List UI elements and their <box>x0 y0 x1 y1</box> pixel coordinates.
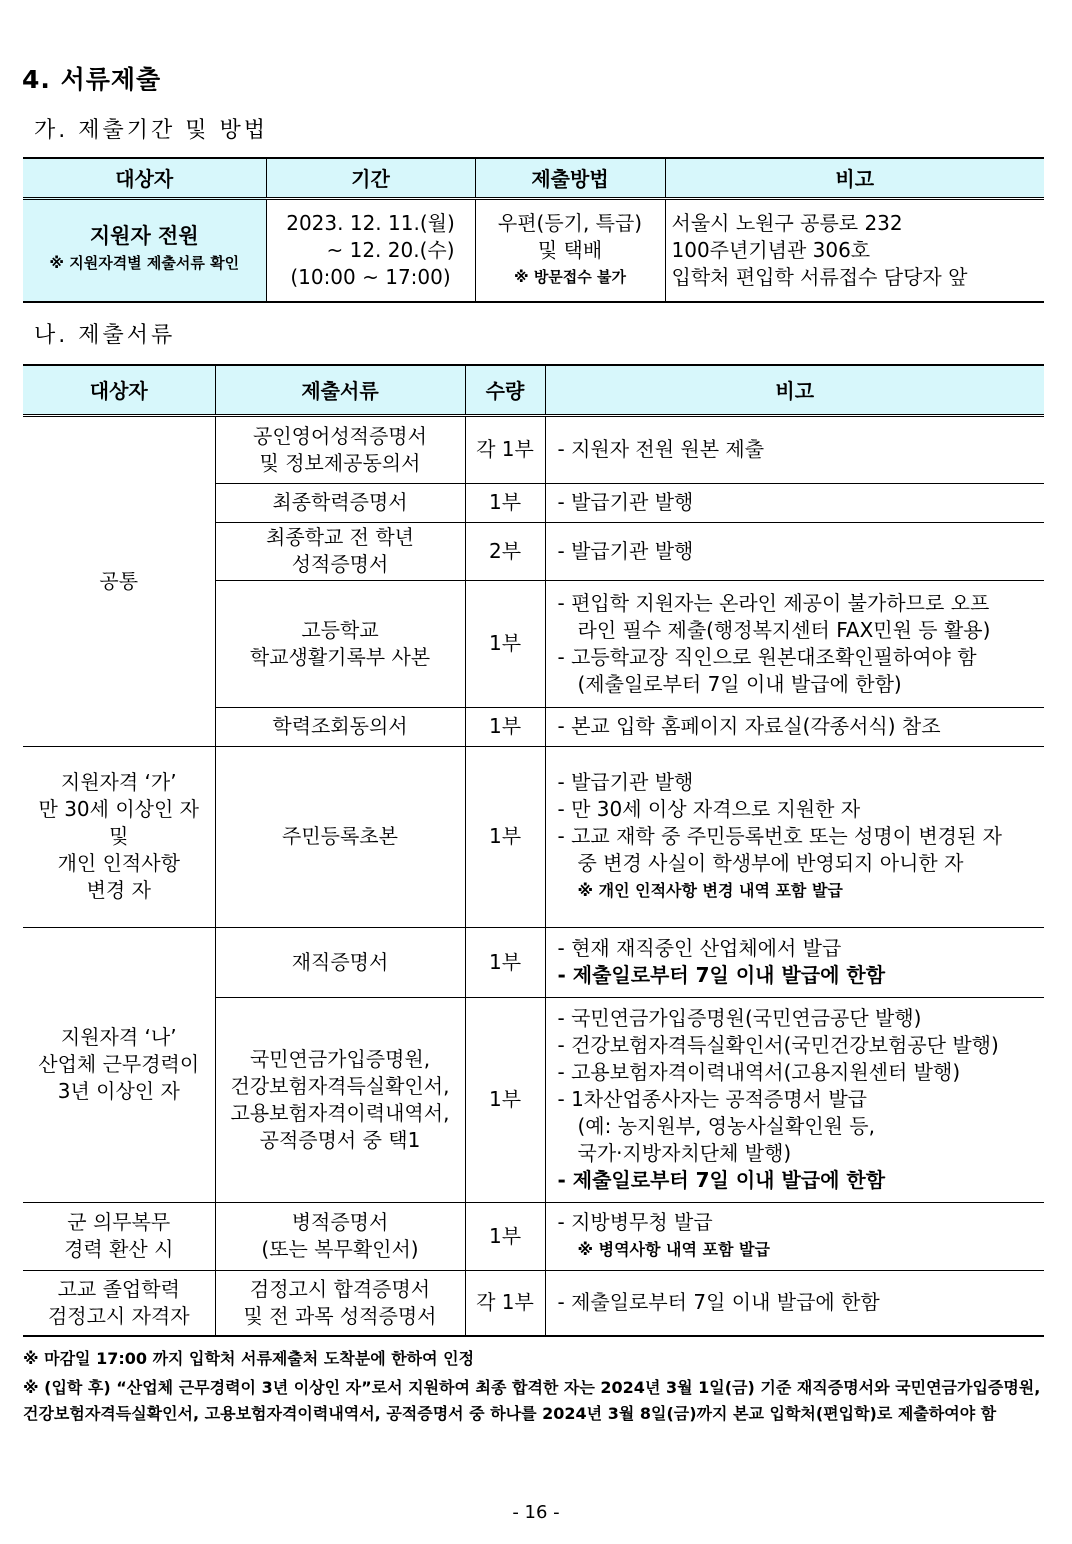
remark-line: 입학처 편입학 서류접수 담당자 앞 <box>671 264 968 289</box>
remark-line: - 본교 입학 홈페이지 자료실(각종서식) 참조 <box>557 714 941 738</box>
remark-line: 라인 필수 제출(행정복지센터 FAX민원 등 활용) <box>577 617 991 642</box>
qty-cell: 1부 <box>465 746 545 927</box>
remark-cell <box>545 580 1044 707</box>
remark-line: 100주년기념관 306호 <box>671 237 871 262</box>
period-target-cell <box>23 198 266 302</box>
header-remark: 비고 <box>665 158 1044 198</box>
doc-cell: 최종학력증명서 <box>215 483 465 522</box>
table-row <box>23 1270 1044 1336</box>
qty-cell: 1부 <box>465 483 545 522</box>
remark-line: (제출일로부터 7일 이내 발급에 한함) <box>577 671 902 696</box>
remark-line: - 발급기관 발행 <box>557 770 694 794</box>
target-na <box>23 927 215 1202</box>
table-row <box>23 746 1044 927</box>
qty-cell: 2부 <box>465 522 545 580</box>
note-after-admission: ※ (입학 후) “산업체 근무경력이 3년 이상인 자”로서 지원하여 최종 합격한 자는 2024년 3월 1일(금) 기준 재직증명서와 국민연금가입증명원, 건강보험자격득실확인서, 고용보험자격이력내역서, 공적증명서 중 하나를 2024년 3월 8일(금)까지 본교 입학처(편입학)로 제출하여야 함 <box>23 1378 1041 1423</box>
method-line: 우편(등기, 특급) <box>497 210 643 235</box>
doc-cell <box>215 1202 465 1270</box>
remark-cell <box>545 746 1044 927</box>
remark-line: - 1차산업종사자는 공적증명서 발급 <box>557 1087 867 1111</box>
target-line: 및 <box>109 824 129 848</box>
doc-line: 공적증명서 중 택1 <box>259 1127 421 1152</box>
doc-line: 성적증명서 <box>291 552 389 576</box>
qty-cell: 1부 <box>465 927 545 997</box>
remark-line: - 고용보험자격이력내역서(고용지원센터 발행) <box>557 1060 961 1084</box>
remark-line-bold: - 제출일로부터 7일 이내 발급에 한함 <box>557 963 886 987</box>
target-line: 경력 환산 시 <box>64 1237 174 1261</box>
qty-cell: 1부 <box>465 707 545 746</box>
remark-line: - 고교 재학 중 주민등록번호 또는 성명이 변경된 자 <box>557 824 1002 848</box>
target-line: 군 의무복무 <box>67 1210 171 1234</box>
remark-line: (예: 농지원부, 영농사실확인원 등, <box>577 1114 875 1138</box>
target-line: 검정고시 자격자 <box>47 1303 190 1328</box>
target-line: 고교 졸업학력 <box>57 1276 180 1301</box>
table-row <box>23 1202 1044 1270</box>
remark-line: - 만 30세 이상 자격으로 지원한 자 <box>557 797 861 821</box>
remark-line: - 지원자 전원 원본 제출 <box>557 437 765 461</box>
target-military <box>23 1202 215 1270</box>
doc-line: 검정고시 합격증명서 <box>249 1276 431 1301</box>
target-label: 지원자 전원 <box>89 224 199 249</box>
remark-cell <box>545 1202 1044 1270</box>
doc-cell <box>215 580 465 707</box>
target-line: 지원자격 ‘가’ <box>60 770 177 794</box>
target-line: 만 30세 이상인 자 <box>38 797 199 821</box>
remark-cell <box>545 997 1044 1202</box>
target-line: 변경 자 <box>86 878 151 902</box>
remark-cell <box>545 522 1044 580</box>
remark-line: - 편입학 지원자는 온라인 제공이 불가하므로 오프 <box>557 590 990 615</box>
doc-cell <box>215 415 465 483</box>
period-table <box>23 157 1044 303</box>
remark-line: - 건강보험자격득실확인서(국민건강보험공단 발행) <box>557 1033 999 1057</box>
target-ged <box>23 1270 215 1336</box>
section-title: 4. 서류제출 <box>22 65 162 94</box>
doc-line: 공인영어성적증명서 <box>253 423 427 448</box>
header-target: 대상자 <box>23 158 266 198</box>
remark-cell <box>545 415 1044 483</box>
period-line: 2023. 12. 11.(월) <box>286 210 455 235</box>
target-common: 공통 <box>23 415 215 746</box>
qty-cell: 1부 <box>465 997 545 1202</box>
target-line: 지원자격 ‘나’ <box>60 1025 177 1049</box>
header-method: 제출방법 <box>475 158 665 198</box>
doc-cell: 재직증명서 <box>215 927 465 997</box>
remark-note: ※ 병역사항 내역 포함 발급 <box>577 1240 770 1259</box>
remark-cell <box>545 1270 1044 1336</box>
docs-subtitle: 나. 제출서류 <box>34 323 176 348</box>
remark-line: 중 변경 사실이 학생부에 반영되지 아니한 자 <box>577 851 964 875</box>
method-note: ※ 방문접수 불가 <box>514 267 626 286</box>
remark-line: - 발급기관 발행 <box>557 490 694 514</box>
doc-line: 국민연금가입증명원, <box>249 1046 431 1071</box>
remark-line-bold: - 제출일로부터 7일 이내 발급에 한함 <box>557 1168 886 1192</box>
doc-line: 및 전 과목 성적증명서 <box>243 1303 437 1328</box>
qty-cell: 각 1부 <box>465 1270 545 1336</box>
page-number: - 16 - <box>512 1502 560 1523</box>
target-line: 산업체 근무경력이 <box>38 1052 200 1076</box>
remark-line: - 제출일로부터 7일 이내 발급에 한함 <box>557 1290 880 1315</box>
doc-line: 및 정보제공동의서 <box>259 450 421 475</box>
doc-line: (또는 복무확인서) <box>261 1237 419 1261</box>
doc-cell: 주민등록초본 <box>215 746 465 927</box>
note-deadline: ※ 마감일 17:00 까지 입학처 서류제출처 도착분에 한하여 인정 <box>23 1349 475 1368</box>
header-doc: 제출서류 <box>215 365 465 415</box>
header-target: 대상자 <box>23 365 215 415</box>
docs-table <box>23 364 1044 1337</box>
period-method-cell <box>475 198 665 302</box>
period-remark-cell <box>665 198 1044 302</box>
header-period: 기간 <box>266 158 475 198</box>
doc-cell: 학력조회동의서 <box>215 707 465 746</box>
doc-line: 건강보험자격득실확인서, <box>230 1073 450 1098</box>
doc-cell <box>215 997 465 1202</box>
remark-note: ※ 개인 인적사항 변경 내역 포함 발급 <box>577 881 843 900</box>
doc-cell <box>215 1270 465 1336</box>
doc-line: 고등학교 <box>301 617 379 642</box>
remark-line: - 현재 재직중인 산업체에서 발급 <box>557 936 842 960</box>
table-row <box>23 927 1044 997</box>
doc-line: 학교생활기록부 사본 <box>249 644 431 669</box>
method-line: 및 택배 <box>537 237 603 262</box>
period-subtitle: 가. 제출기간 및 방법 <box>34 118 268 143</box>
target-ga <box>23 746 215 927</box>
doc-line: 고용보험자격이력내역서, <box>230 1100 450 1125</box>
target-note: ※ 지원자격별 제출서류 확인 <box>49 254 240 273</box>
remark-cell <box>545 707 1044 746</box>
header-qty: 수량 <box>465 365 545 415</box>
remark-line: - 발급기관 발행 <box>557 538 694 563</box>
target-line: 개인 인적사항 <box>57 851 180 875</box>
remark-line: 국가·지방자치단체 발행) <box>577 1141 792 1165</box>
remark-cell <box>545 927 1044 997</box>
remark-line: - 국민연금가입증명원(국민연금공단 발행) <box>557 1006 922 1030</box>
header-remark: 비고 <box>545 365 1044 415</box>
qty-cell: 1부 <box>465 1202 545 1270</box>
remark-line: 서울시 노원구 공릉로 232 <box>671 210 903 235</box>
doc-line: 병적증명서 <box>291 1210 389 1234</box>
period-line: ~ 12. 20.(수) <box>326 237 455 262</box>
target-line: 3년 이상인 자 <box>57 1079 180 1103</box>
doc-line: 최종학교 전 학년 <box>266 525 414 549</box>
remark-cell <box>545 483 1044 522</box>
remark-line: - 지방병무청 발급 <box>557 1210 713 1234</box>
doc-cell <box>215 522 465 580</box>
qty-cell: 1부 <box>465 580 545 707</box>
table-row <box>23 415 1044 483</box>
qty-cell: 각 1부 <box>465 415 545 483</box>
period-line: (10:00 ~ 17:00) <box>290 264 451 289</box>
period-date-cell <box>266 198 475 302</box>
remark-line: - 고등학교장 직인으로 원본대조확인필하여야 함 <box>557 644 977 669</box>
